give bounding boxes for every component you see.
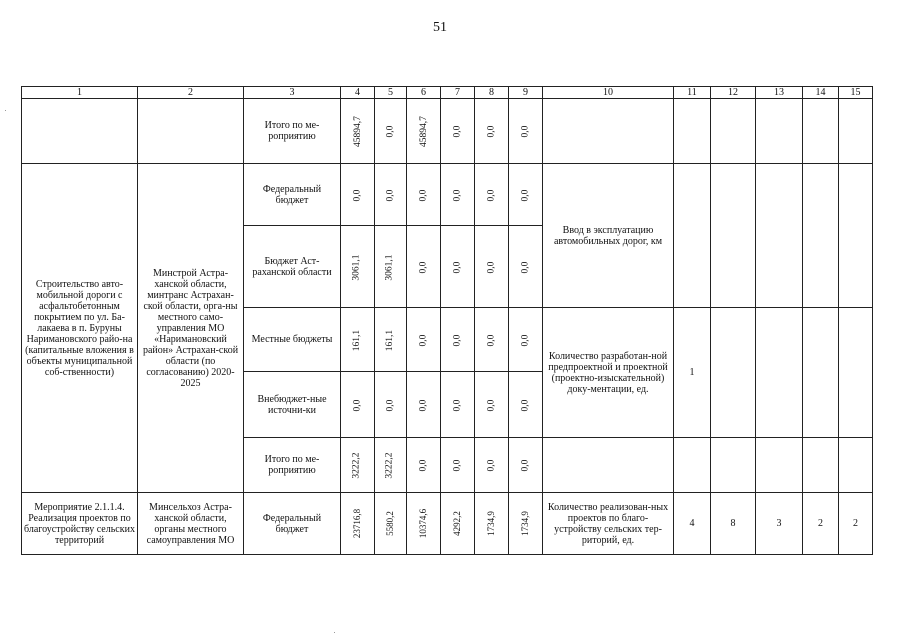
indicator-value-cell xyxy=(803,438,839,493)
table-row xyxy=(22,164,873,226)
col-header: 5 xyxy=(375,87,407,99)
indicator-value-cell xyxy=(756,438,803,493)
value-cell: 0,0 xyxy=(475,99,509,164)
indicator-value-cell xyxy=(839,164,873,308)
indicator-value-cell: 2 xyxy=(839,493,873,555)
funding-source: Итого по ме-роприятию xyxy=(244,99,341,164)
col-header: 7 xyxy=(441,87,475,99)
col-header: 13 xyxy=(756,87,803,99)
indicator-value-cell: 1 xyxy=(674,308,711,438)
col-header: 9 xyxy=(509,87,543,99)
funding-source: Местные бюджеты xyxy=(244,308,341,372)
scan-dot xyxy=(5,110,6,111)
value-cell: 45894,7 xyxy=(407,99,441,164)
col-header: 10 xyxy=(543,87,674,99)
funding-source: Федеральный бюджет xyxy=(244,164,341,226)
indicator-cell: Ввод в эксплуатацию автомобильных дорог, км xyxy=(543,164,674,308)
value-cell: 0,0 xyxy=(509,226,543,308)
indicator-value-cell xyxy=(711,99,756,164)
indicator-value-cell xyxy=(756,308,803,438)
value-cell: 0,0 xyxy=(407,164,441,226)
col-header: 3 xyxy=(244,87,341,99)
value-cell: 0,0 xyxy=(475,308,509,372)
value-cell: 0,0 xyxy=(407,226,441,308)
table-row xyxy=(22,493,873,555)
indicator-value-cell xyxy=(711,438,756,493)
value-cell: 5580,2 xyxy=(375,493,407,555)
value-cell: 0,0 xyxy=(441,308,475,372)
col-header: 15 xyxy=(839,87,873,99)
value-cell: 0,0 xyxy=(441,438,475,493)
indicator-value-cell xyxy=(711,308,756,438)
col-header: 12 xyxy=(711,87,756,99)
col-header: 8 xyxy=(475,87,509,99)
value-cell: 3222,2 xyxy=(341,438,375,493)
value-cell: 0,0 xyxy=(341,164,375,226)
page-number: 51 xyxy=(433,20,447,35)
value-cell: 0,0 xyxy=(375,99,407,164)
col-header: 6 xyxy=(407,87,441,99)
value-cell: 0,0 xyxy=(509,164,543,226)
value-cell: 10374,6 xyxy=(407,493,441,555)
funding-source: Федеральный бюджет xyxy=(244,493,341,555)
col-header: 4 xyxy=(341,87,375,99)
indicator-value-cell xyxy=(674,99,711,164)
funding-source: Итого по ме-роприятию xyxy=(244,438,341,493)
measure-name-cell: Мероприятие 2.1.1.4. Реализация проектов по благоустройству сельских территорий xyxy=(22,493,138,555)
value-cell: 0,0 xyxy=(375,164,407,226)
indicator-value-cell xyxy=(711,164,756,308)
value-cell: 0,0 xyxy=(375,372,407,438)
table-row xyxy=(22,99,873,164)
value-cell: 0,0 xyxy=(407,438,441,493)
executor-cell: Минстрой Астра-ханской области, минтранс Астрахан-ской области, орга-ны местного само-управления МО «Наримановский район» Астрахан-ской области (по согласованию) 2020-2025 xyxy=(138,164,244,493)
value-cell: 0,0 xyxy=(341,372,375,438)
executor-cell xyxy=(138,99,244,164)
value-cell: 0,0 xyxy=(441,372,475,438)
value-cell: 0,0 xyxy=(509,438,543,493)
value-cell: 0,0 xyxy=(509,372,543,438)
value-cell: 0,0 xyxy=(441,226,475,308)
value-cell: 1734,9 xyxy=(475,493,509,555)
col-header: 1 xyxy=(22,87,138,99)
value-cell: 0,0 xyxy=(475,372,509,438)
indicator-value-cell xyxy=(756,99,803,164)
value-cell: 0,0 xyxy=(407,308,441,372)
indicator-cell xyxy=(543,438,674,493)
indicator-value-cell: 3 xyxy=(756,493,803,555)
indicator-cell xyxy=(543,99,674,164)
value-cell: 1734,9 xyxy=(509,493,543,555)
value-cell: 0,0 xyxy=(475,164,509,226)
value-cell: 0,0 xyxy=(475,438,509,493)
column-numbers-row xyxy=(22,87,873,99)
funding-source: Внебюджет-ные источни-ки xyxy=(244,372,341,438)
measure-name-cell: Строительство авто-мобильной дороги с асфальтобетонным покрытием по ул. Ба-лакаева в п. Буруны Наримановского райо-на (капитальные вложения в объекты муниципальной соб-ственности) xyxy=(22,164,138,493)
indicator-cell: Количество разработан-ной предпроектной и проектной (проектно-изыскательной) доку-ментации, ед. xyxy=(543,308,674,438)
value-cell: 23716,8 xyxy=(341,493,375,555)
indicator-value-cell xyxy=(674,164,711,308)
value-cell: 0,0 xyxy=(441,164,475,226)
value-cell: 3222,2 xyxy=(375,438,407,493)
indicator-value-cell xyxy=(756,164,803,308)
value-cell: 0,0 xyxy=(509,308,543,372)
value-cell: 0,0 xyxy=(407,372,441,438)
indicator-value-cell xyxy=(803,164,839,308)
value-cell: 0,0 xyxy=(441,99,475,164)
measure-name-cell xyxy=(22,99,138,164)
value-cell: 3061,1 xyxy=(341,226,375,308)
executor-cell: Минсельхоз Астра-ханской области, органы местного самоуправления МО xyxy=(138,493,244,555)
value-cell: 4292,2 xyxy=(441,493,475,555)
indicator-value-cell: 8 xyxy=(711,493,756,555)
indicator-cell: Количество реализован-ных проектов по благо-устройству сельских тер-риторий, ед. xyxy=(543,493,674,555)
value-cell: 3061,1 xyxy=(375,226,407,308)
indicator-value-cell xyxy=(803,308,839,438)
value-cell: 0,0 xyxy=(475,226,509,308)
funding-source: Бюджет Аст-раханской области xyxy=(244,226,341,308)
col-header: 14 xyxy=(803,87,839,99)
scan-dot xyxy=(334,632,335,633)
indicator-value-cell xyxy=(839,308,873,438)
value-cell: 161,1 xyxy=(341,308,375,372)
indicator-value-cell: 4 xyxy=(674,493,711,555)
indicator-value-cell: 2 xyxy=(803,493,839,555)
col-header: 2 xyxy=(138,87,244,99)
value-cell: 161,1 xyxy=(375,308,407,372)
indicator-value-cell xyxy=(839,438,873,493)
indicator-value-cell xyxy=(803,99,839,164)
value-cell: 45894,7 xyxy=(341,99,375,164)
col-header: 11 xyxy=(674,87,711,99)
value-cell: 0,0 xyxy=(509,99,543,164)
program-table xyxy=(21,86,873,555)
indicator-value-cell xyxy=(674,438,711,493)
indicator-value-cell xyxy=(839,99,873,164)
